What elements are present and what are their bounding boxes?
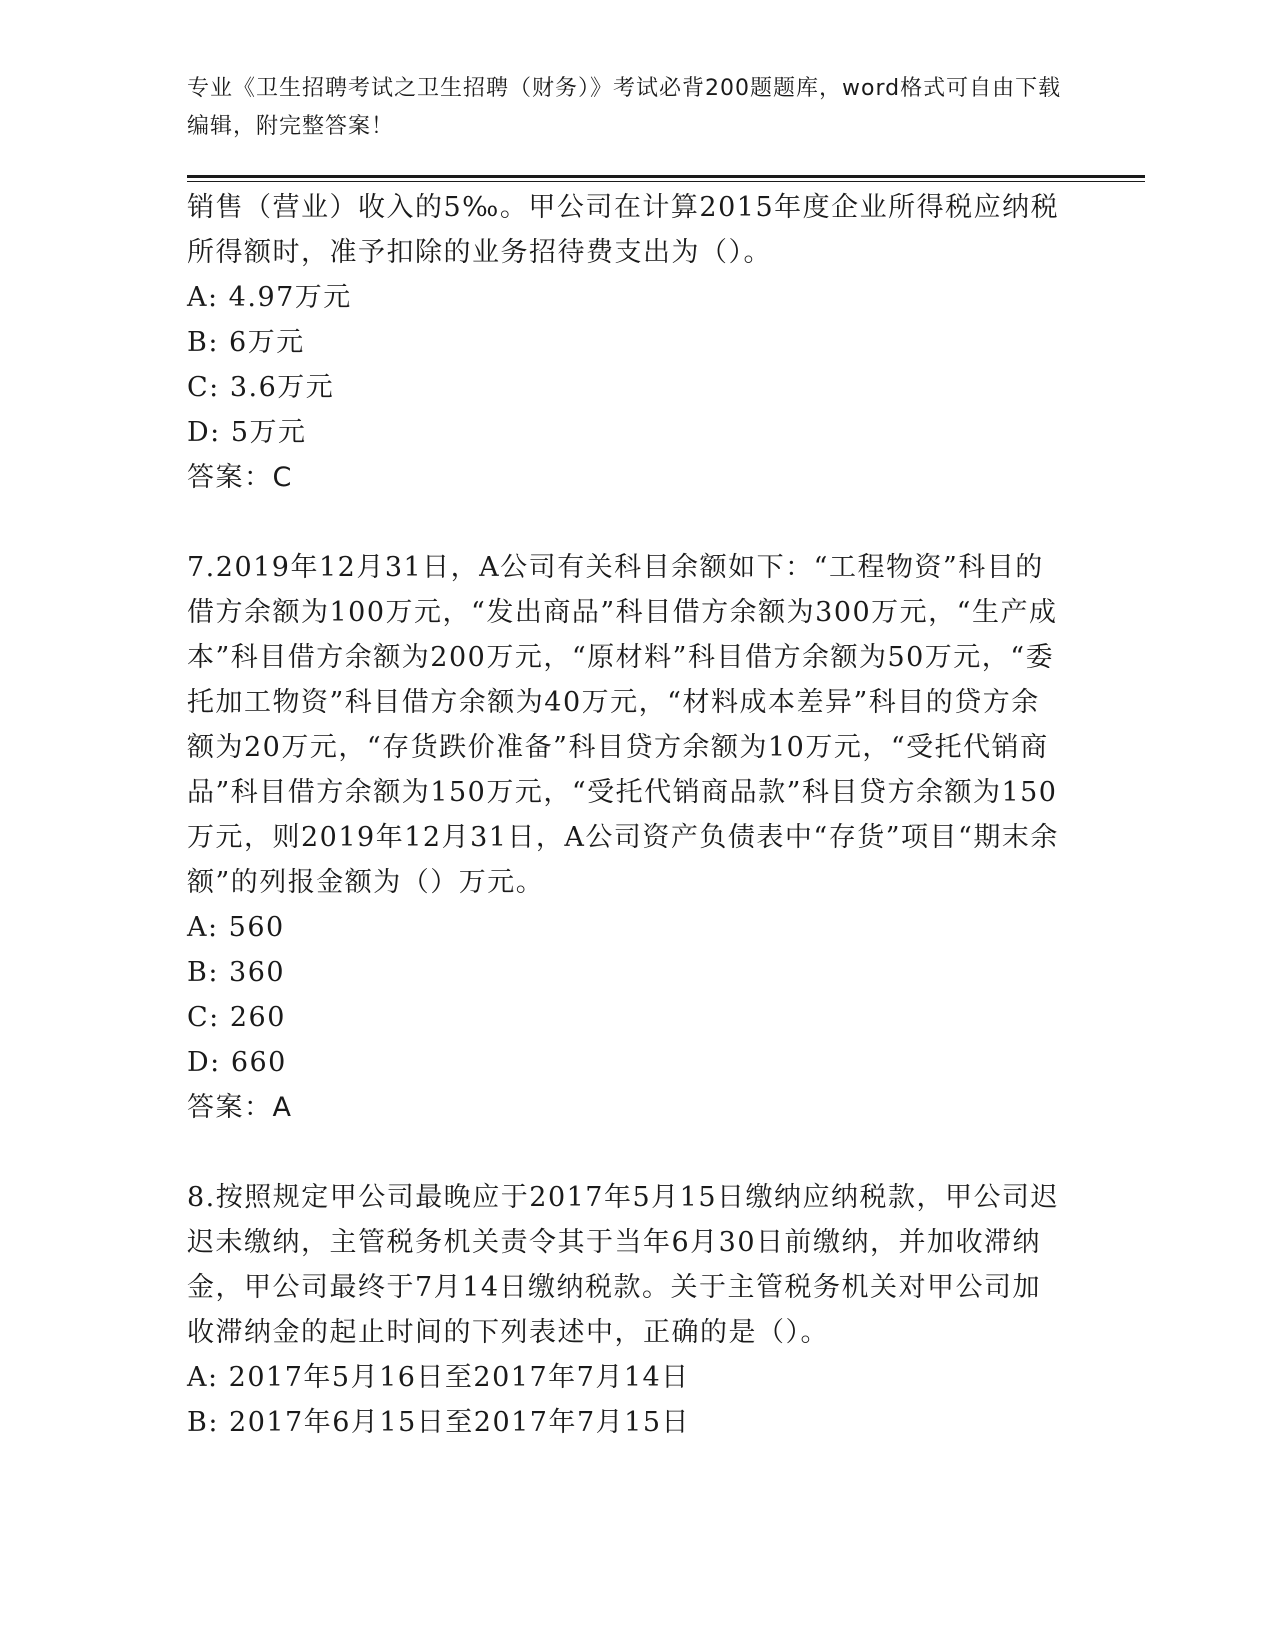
option-b: B: 360 xyxy=(187,957,286,988)
section-spacer xyxy=(187,1130,1067,1175)
question-7 xyxy=(187,545,1067,1130)
question-6 xyxy=(187,185,1067,500)
question-8 xyxy=(187,1175,1067,1445)
question-text: 7.2019年12月31日，A公司有关科目余额如下：“工程物资”科目的借方余额为100万元，“发出商品”科目借方余额为300万元，“生产成本”科目借方余额为200万元，“原材料”科目借方余额为50万元，“委托加工物资”科目借方余额为40万元，“材料成本差异”科目的贷方余额为20万元，“存货跌价准备”科目贷方余额为10万元，“受托代销商品”科目借方余额为150万元，“受托代销商品款”科目贷方余额为150万元，则2019年12月31日，A公司资产负债表中“存货”项目“期末余额”的列报金额为（）万元。 xyxy=(187,552,1059,898)
option-d: D: 5万元 xyxy=(187,417,307,448)
option-c: C: 3.6万元 xyxy=(187,372,335,403)
header-rule-thin xyxy=(187,181,1145,182)
option-d: D: 660 xyxy=(187,1047,287,1078)
option-c: C: 260 xyxy=(187,1002,286,1033)
document-body xyxy=(187,185,1067,1445)
header-rule-thick xyxy=(187,175,1145,178)
option-a: A: 560 xyxy=(187,912,285,943)
option-a: A: 4.97万元 xyxy=(187,282,352,313)
question-text: 8.按照规定甲公司最晚应于2017年5月15日缴纳应纳税款，甲公司迟迟未缴纳，主管税务机关责令其于当年6月30日前缴纳，并加收滞纳金，甲公司最终于7月14日缴纳税款。关于主管税务机关对甲公司加收滞纳金的起止时间的下列表述中，正确的是（）。 xyxy=(187,1182,1060,1348)
option-a: A: 2017年5月16日至2017年7月14日 xyxy=(187,1362,690,1393)
option-b: B: 2017年6月15日至2017年7月15日 xyxy=(187,1407,691,1438)
question-text: 销售（营业）收入的5‰。甲公司在计算2015年度企业所得税应纳税所得额时，准予扣除的业务招待费支出为（）。 xyxy=(187,192,1060,268)
document-header: 专业《卫生招聘考试之卫生招聘（财务）》考试必背200题题库，word格式可自由下载编辑，附完整答案！ xyxy=(187,76,1062,139)
section-spacer xyxy=(187,500,1067,545)
answer-line: 答案：C xyxy=(187,462,293,493)
option-b: B: 6万元 xyxy=(187,327,305,358)
answer-line: 答案：A xyxy=(187,1092,293,1123)
